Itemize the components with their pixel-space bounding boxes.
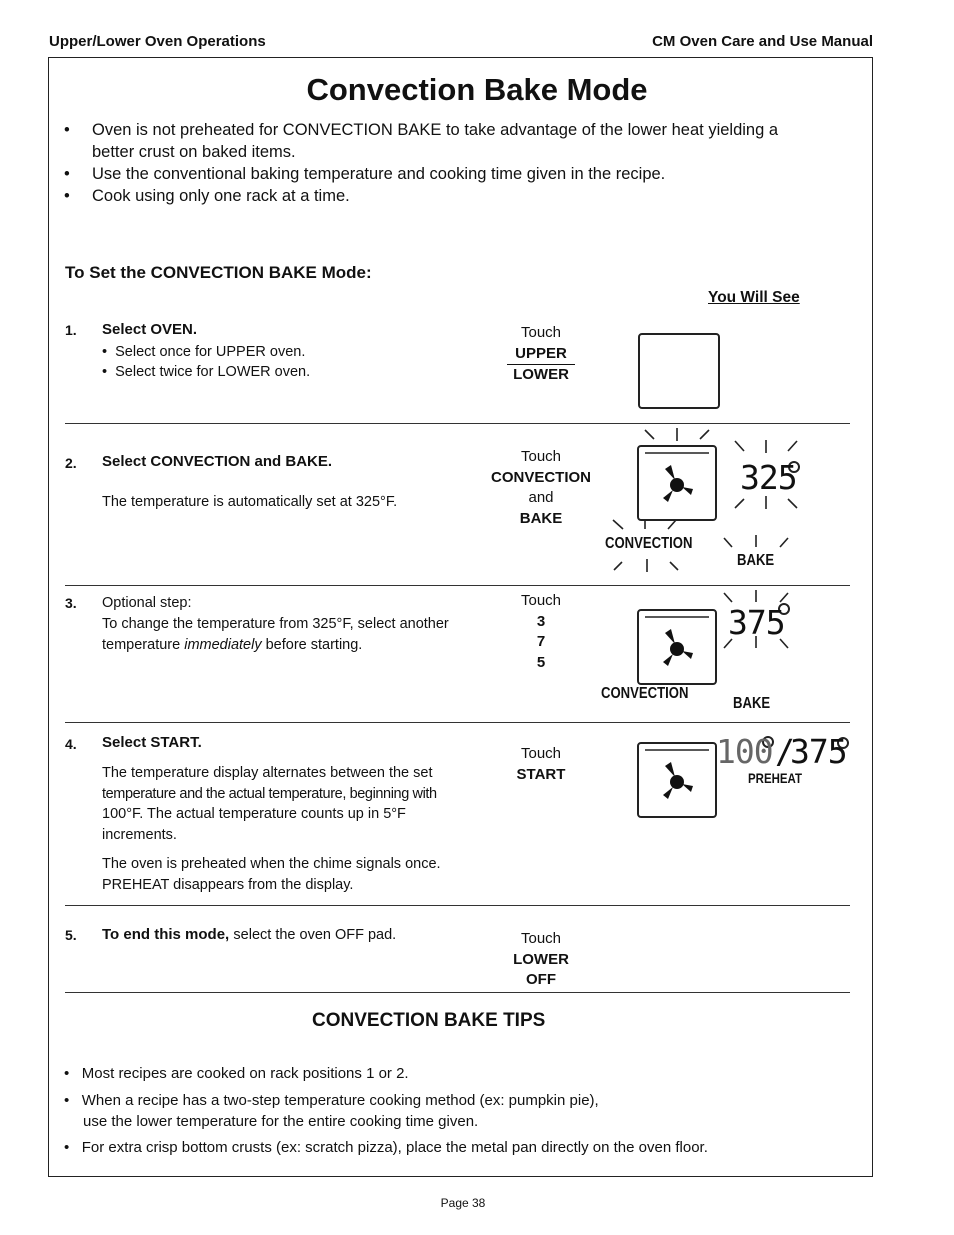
touch-instructions bbox=[471, 447, 611, 529]
tip-item: • For extra crisp bottom crusts (ex: scratch pizza), place the metal pan directly on the oven floor. bbox=[64, 1139, 708, 1156]
key-bake[interactable]: BAKE bbox=[519, 509, 563, 527]
page-number: Page 38 bbox=[440, 1196, 486, 1210]
set-temperature-readout: 375 bbox=[790, 732, 847, 771]
header-manual-title: CM Oven Care and Use Manual bbox=[652, 33, 873, 50]
page-title: Convection Bake Mode bbox=[306, 72, 648, 107]
display-label-preheat: PREHEAT bbox=[748, 770, 803, 786]
key-3[interactable]: 3 bbox=[536, 612, 546, 630]
intro-bullets bbox=[92, 119, 852, 207]
step-detail: • Select once for UPPER oven. bbox=[102, 344, 306, 360]
step-number: 3. bbox=[65, 595, 77, 611]
divider bbox=[65, 722, 850, 723]
step-detail: temperature immediately before starting. bbox=[102, 637, 363, 653]
step-title: To end this mode, select the oven OFF pad. bbox=[102, 926, 397, 943]
step-title: Select OVEN. bbox=[102, 321, 198, 338]
step-number: 5. bbox=[65, 927, 77, 943]
header-section-title: Upper/Lower Oven Operations bbox=[49, 33, 266, 50]
temperature-readout: 325 bbox=[740, 458, 797, 497]
step-number: 4. bbox=[65, 736, 77, 752]
tip-item: • When a recipe has a two-step temperature cooking method (ex: pumpkin pie), bbox=[64, 1092, 599, 1109]
divider bbox=[65, 992, 850, 993]
step-number: 2. bbox=[65, 455, 77, 471]
step-number: 1. bbox=[65, 322, 77, 338]
bullet-item: Cook using only one rack at a time. bbox=[92, 187, 350, 205]
fan-icon bbox=[663, 762, 693, 799]
and-label: and bbox=[528, 489, 554, 506]
temperature-readout: 375 bbox=[728, 603, 785, 642]
step-detail: • Select twice for LOWER oven. bbox=[102, 364, 311, 380]
key-convection[interactable]: CONVECTION bbox=[490, 468, 591, 486]
key-start[interactable]: START bbox=[516, 765, 566, 783]
key-lower[interactable]: LOWER bbox=[513, 950, 569, 968]
display-slash: / bbox=[775, 732, 794, 771]
bullet-dot: • bbox=[64, 121, 70, 139]
touch-label: Touch bbox=[520, 448, 562, 465]
key-off[interactable]: OFF bbox=[526, 971, 556, 988]
step-detail: To change the temperature from 325°F, select another bbox=[102, 616, 449, 632]
bullet-item-cont: better crust on baked items. bbox=[92, 143, 296, 161]
touch-instructions bbox=[471, 929, 611, 991]
touch-instructions bbox=[471, 744, 611, 785]
bullet-item: Oven is not preheated for CONVECTION BAKE to take advantage of the lower heat yielding a bbox=[92, 121, 779, 139]
display-label-convection: CONVECTION bbox=[601, 685, 689, 702]
touch-label: Touch bbox=[520, 930, 562, 947]
display-step3 bbox=[598, 585, 818, 695]
fan-icon bbox=[663, 629, 693, 666]
key-5[interactable]: 5 bbox=[536, 653, 546, 671]
oven-display-blank bbox=[638, 333, 720, 409]
bullet-dot: • bbox=[64, 187, 70, 205]
display-label-convection: CONVECTION bbox=[605, 535, 693, 552]
step-detail: The temperature display alternates between the set temperature and the actual temperature, beginning with 100°F. The actual temperature counts up in 5°F increments. The oven is preheated when the chime signals once. PREHEAT disappears from the display. bbox=[102, 765, 441, 893]
tip-item-cont: use the lower temperature for the entire cooking time given. bbox=[83, 1113, 479, 1130]
step-detail: The temperature is automatically set at 325°F. bbox=[102, 494, 398, 510]
touch-label: Touch bbox=[520, 592, 562, 609]
step-title: Select START. bbox=[102, 734, 202, 751]
fan-icon bbox=[663, 465, 693, 502]
display-label-bake: BAKE bbox=[733, 695, 771, 712]
tips-list bbox=[64, 1063, 708, 1158]
step-title: Select CONVECTION and BAKE. bbox=[102, 453, 333, 470]
touch-instructions bbox=[471, 591, 611, 673]
step-title: Optional step: bbox=[102, 595, 192, 611]
display-label-bake: BAKE bbox=[737, 552, 775, 569]
divider bbox=[65, 423, 850, 424]
key-7[interactable]: 7 bbox=[536, 633, 546, 650]
bullet-dot: • bbox=[64, 165, 70, 183]
section-subheading: To Set the CONVECTION BAKE Mode: bbox=[65, 263, 372, 282]
tip-item: • Most recipes are cooked on rack positions 1 or 2. bbox=[64, 1065, 409, 1082]
touch-instructions bbox=[471, 323, 611, 386]
bullet-item: Use the conventional baking temperature and cooking time given in the recipe. bbox=[92, 165, 666, 183]
you-will-see-heading: You Will See bbox=[708, 289, 800, 306]
key-upper[interactable]: UPPER bbox=[515, 344, 567, 362]
actual-temperature-readout: 100 bbox=[716, 732, 773, 771]
key-lower[interactable]: LOWER bbox=[507, 364, 575, 386]
tips-heading: CONVECTION BAKE TIPS bbox=[312, 1010, 546, 1031]
touch-label: Touch bbox=[520, 324, 562, 341]
touch-label: Touch bbox=[520, 745, 562, 762]
divider bbox=[65, 905, 850, 906]
